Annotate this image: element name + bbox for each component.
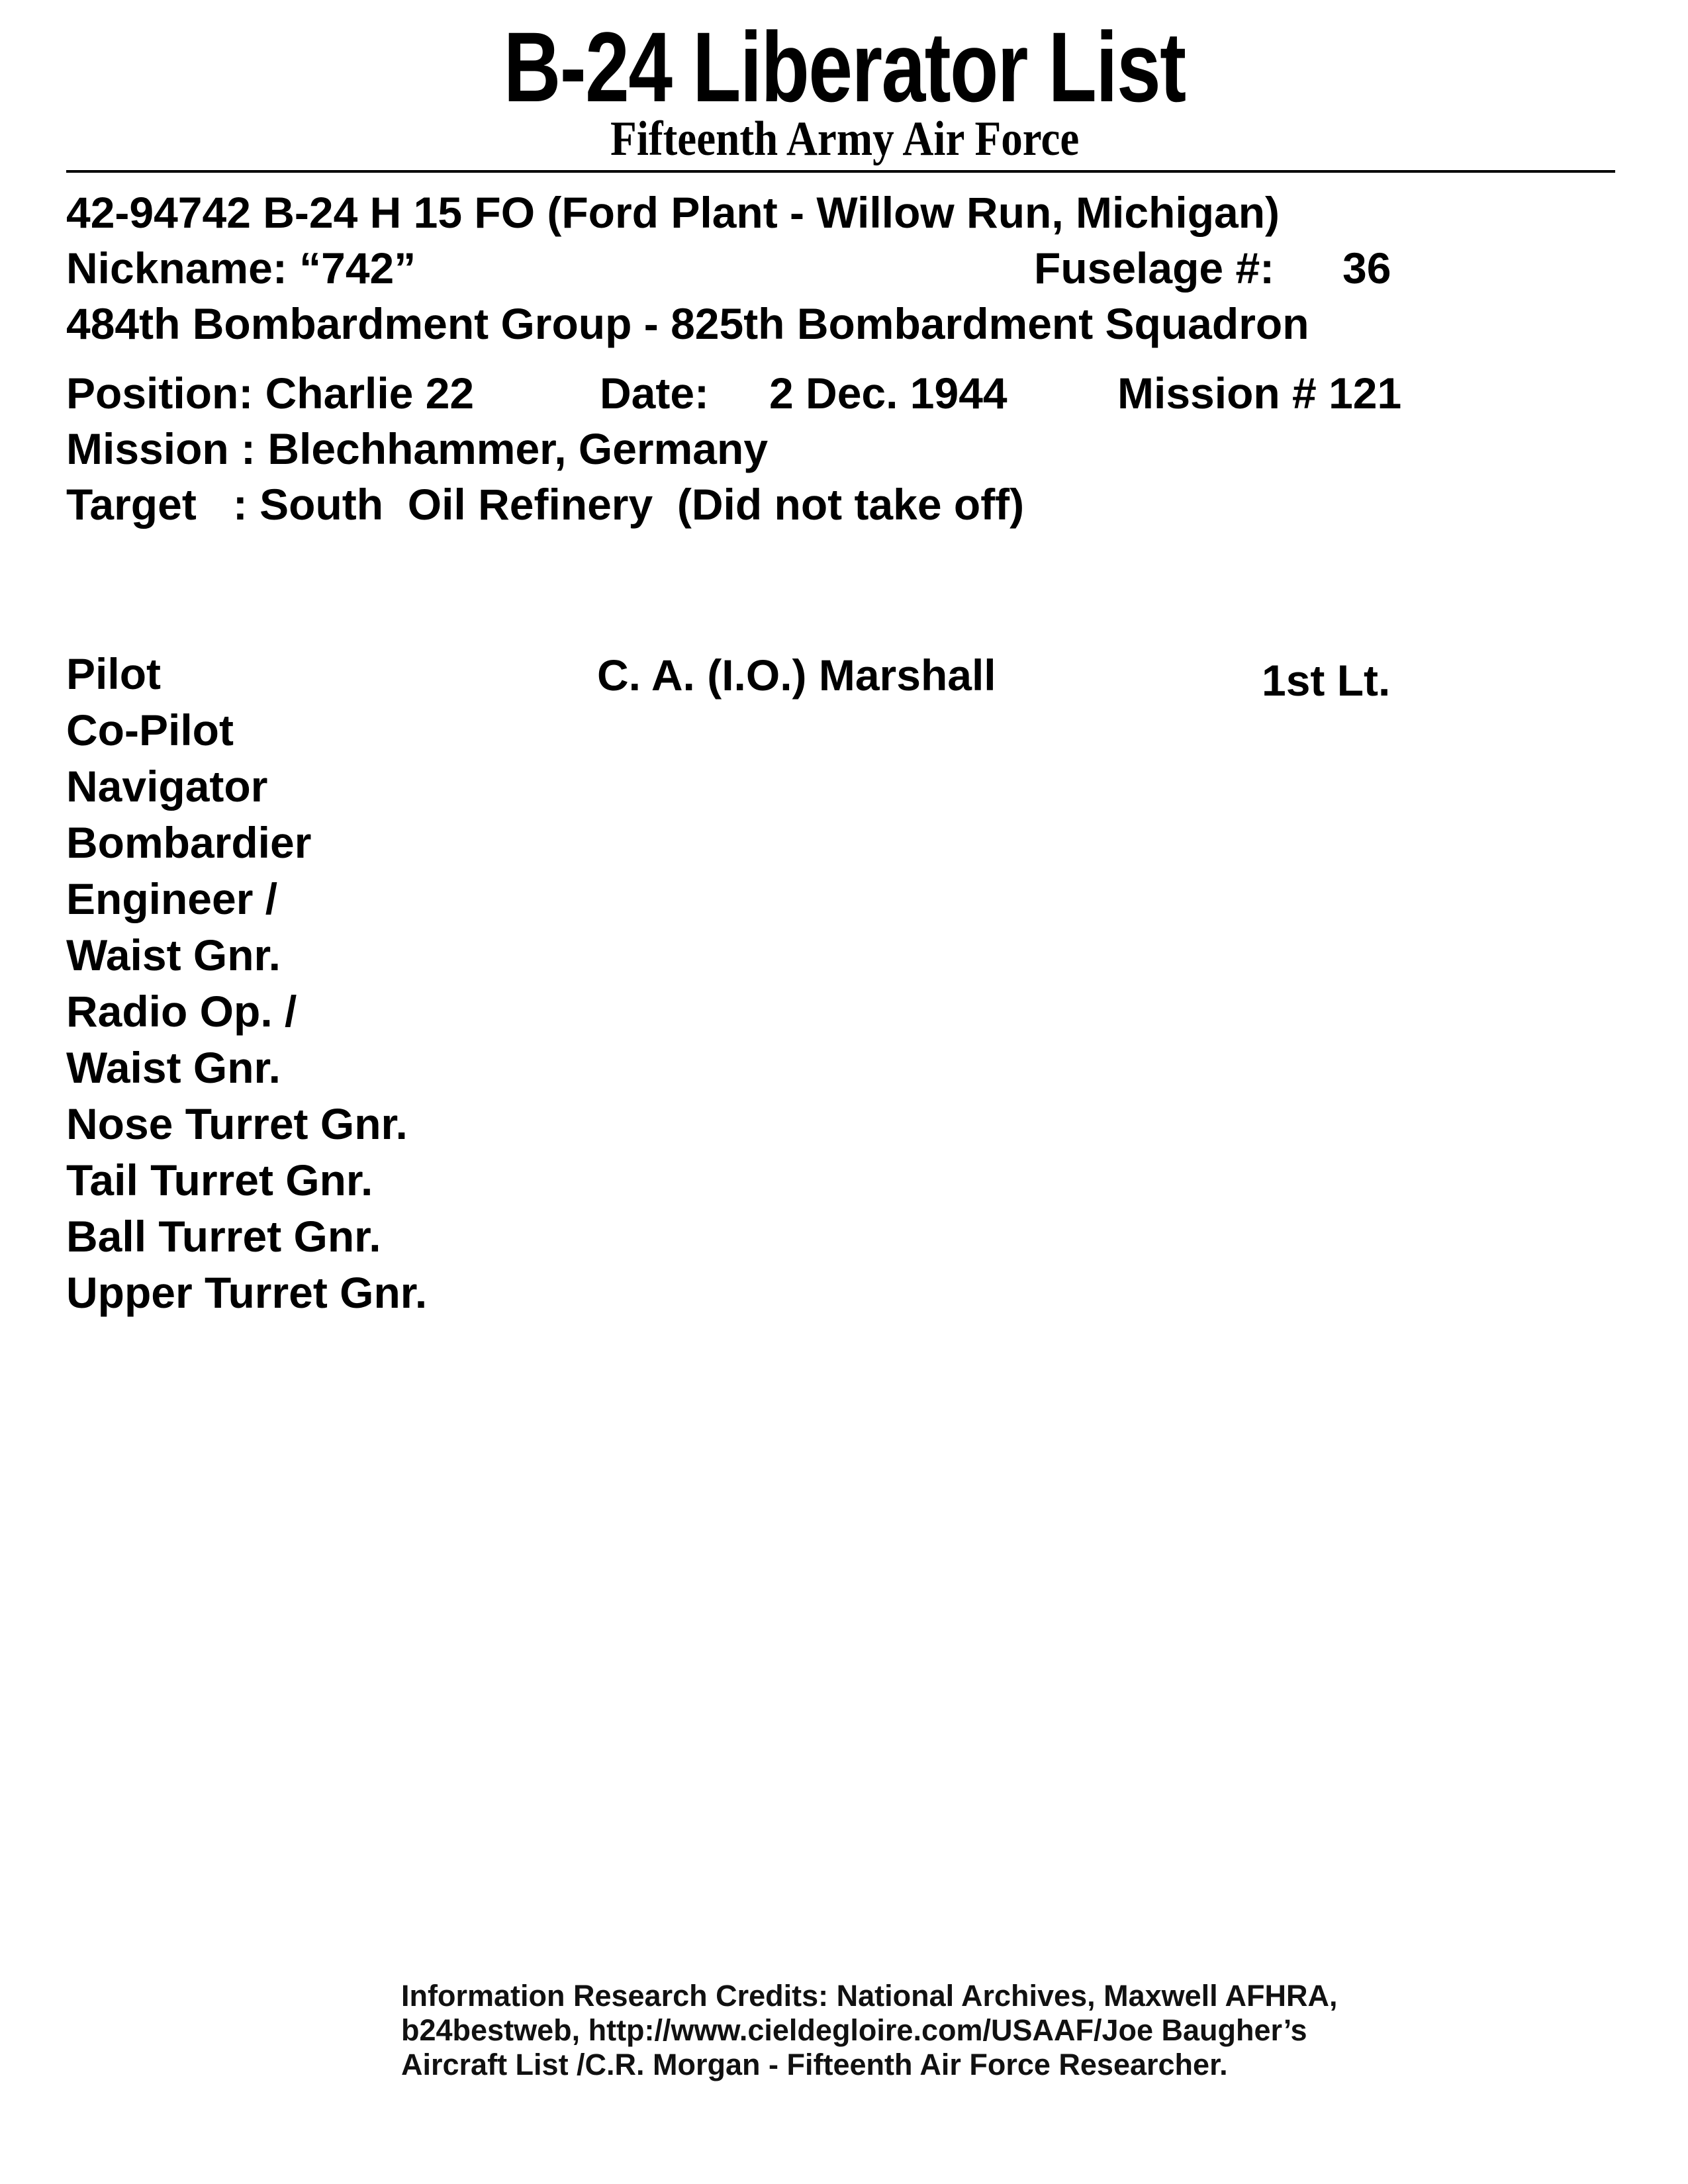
page-title: B-24 Liberator List [503, 11, 1186, 122]
crew-position: Navigator [66, 762, 268, 811]
date-value: 2 Dec. 1944 [769, 369, 1008, 418]
crew-position: Upper Turret Gnr. [66, 1268, 428, 1317]
header-divider [66, 170, 1615, 173]
target-line: Target : South Oil Refinery (Did not take off) [66, 480, 1025, 529]
mission-target: Mission : Blechhammer, Germany [66, 424, 769, 473]
credits-line: b24bestweb, http://www.cieldegloire.com/USAAF/Joe Baugher’s [401, 2013, 1307, 2047]
crew-position: Bombardier [66, 818, 312, 867]
credits-line: Information Research Credits: National Archives, Maxwell AFHRA, [401, 1979, 1338, 2013]
pilot-rank: 1st Lt. [1262, 656, 1391, 705]
mission-number: Mission # 121 [1117, 369, 1402, 418]
crew-position: Pilot [66, 649, 161, 698]
crew-position: Waist Gnr. [66, 931, 281, 979]
crew-position: Co-Pilot [66, 705, 234, 754]
crew-position: Tail Turret Gnr. [66, 1156, 373, 1205]
unit-line: 484th Bombardment Group - 825th Bombardment Squadron [66, 299, 1309, 348]
crew-position: Nose Turret Gnr. [66, 1099, 408, 1148]
research-credits [401, 1979, 1381, 2082]
credits-line: Aircraft List /C.R. Morgan - Fifteenth Air Force Researcher. [401, 2048, 1228, 2081]
fuselage-label: Fuselage #: [1034, 244, 1275, 293]
crew-position: Radio Op. / [66, 987, 297, 1036]
position: Position: Charlie 22 [66, 369, 475, 418]
date-label: Date: [600, 369, 710, 418]
serial-line: 42-94742 B-24 H 15 FO (Ford Plant - Willow Run, Michigan) [66, 188, 1280, 237]
crew-position: Engineer / [66, 874, 278, 923]
page-subtitle: Fifteenth Army Air Force [610, 112, 1080, 166]
crew-position: Ball Turret Gnr. [66, 1212, 381, 1261]
nickname: Nickname: “742” [66, 244, 416, 293]
fuselage-number: 36 [1342, 244, 1391, 293]
crew-position: Waist Gnr. [66, 1043, 281, 1092]
pilot-name: C. A. (I.O.) Marshall [597, 651, 996, 700]
crew-positions-list [66, 646, 427, 1321]
